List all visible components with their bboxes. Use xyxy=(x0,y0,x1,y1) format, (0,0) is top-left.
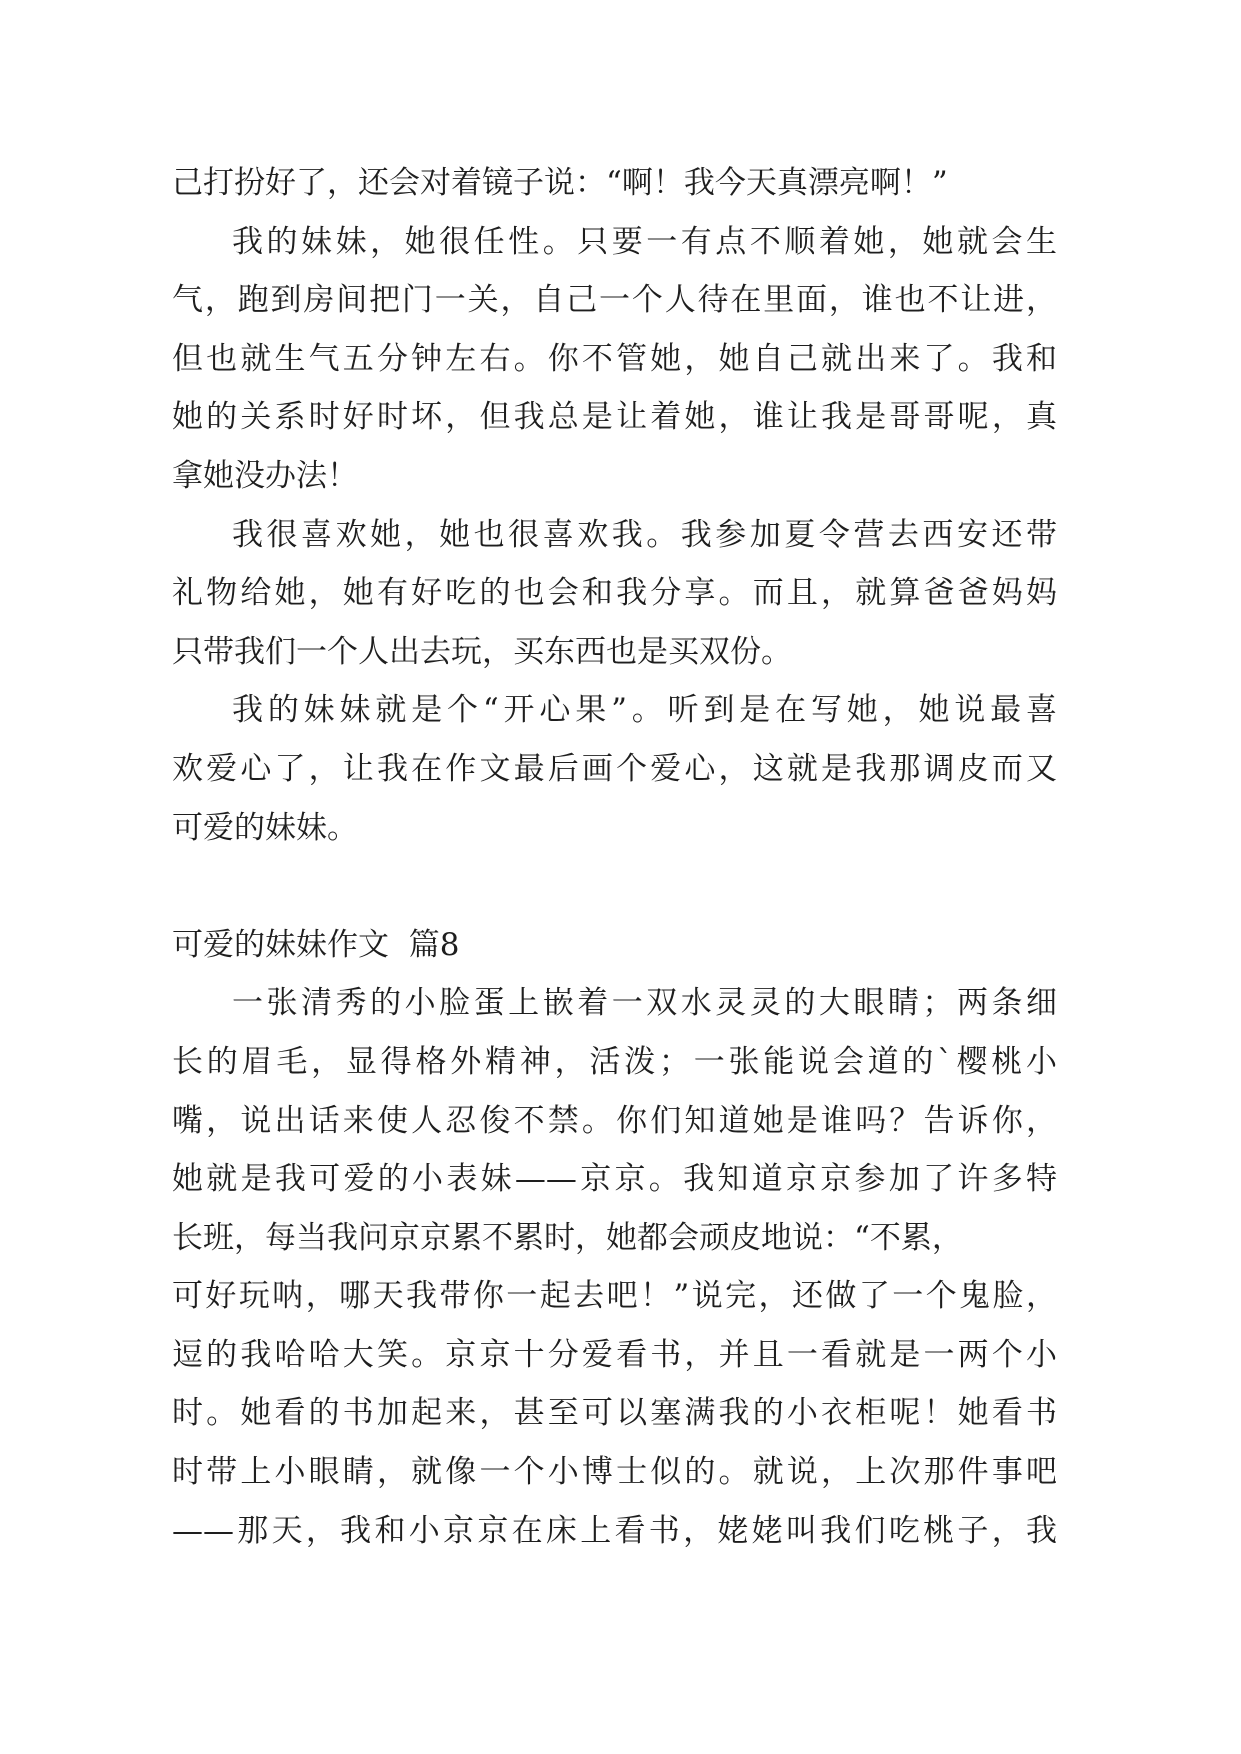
paragraph xyxy=(172,506,1057,682)
text-line: 她就是我可爱的小表妹——京京。我知道京京参加了许多特 xyxy=(172,1161,1057,1198)
text-line: 时带上小眼睛，就像一个小博士似的。就说，上次那件事吧 xyxy=(172,1454,1057,1491)
text-line: 礼物给她，她有好吃的也会和我分享。而且，就算爸爸妈妈 xyxy=(172,575,1057,612)
text-line: 长的眉毛，显得格外精神，活泼；一张能说会道的`樱桃小 xyxy=(172,1043,1057,1080)
text-line: 只带我们一个人出去玩，买东西也是买双份。 xyxy=(172,633,792,670)
paragraph xyxy=(172,154,1057,213)
text-line: 气，跑到房间把门一关，自己一个人待在里面，谁也不让进， xyxy=(172,282,1057,319)
text-line: 逗的我哈哈大笑。京京十分爱看书，并且一看就是一两个小 xyxy=(172,1336,1057,1373)
section-title: 可爱的妹妹作文 篇8 xyxy=(172,926,460,963)
text-line: 我的妹妹，她很任性。只要一有点不顺着她，她就会生 xyxy=(232,223,1057,260)
paragraph xyxy=(172,681,1057,857)
text-line: 己打扮好了，还会对着镜子说：“啊！我今天真漂亮啊！” xyxy=(172,165,948,201)
text-line: ——那天，我和小京京在床上看书，姥姥叫我们吃桃子，我 xyxy=(172,1512,1057,1549)
text-line: 时。她看的书加起来，甚至可以塞满我的小衣柜呢！她看书 xyxy=(172,1395,1057,1432)
text-line: 长班，每当我问京京累不累时，她都会顽皮地说：“不累， xyxy=(172,1219,963,1256)
text-line: 一张清秀的小脸蛋上嵌着一双水灵灵的大眼睛；两条细 xyxy=(232,985,1057,1022)
text-line: 嘴，说出话来使人忍俊不禁。你们知道她是谁吗？告诉你， xyxy=(172,1102,1057,1139)
paragraph xyxy=(172,974,1057,1560)
text-line: 我的妹妹就是个“开心果”。听到是在写她，她说最喜 xyxy=(232,692,1057,729)
text-line: 但也就生气五分钟左右。你不管她，她自己就出来了。我和 xyxy=(172,340,1057,377)
text-line: 可爱的妹妹。 xyxy=(172,809,358,846)
text-line: 欢爱心了，让我在作文最后画个爱心，这就是我那调皮而又 xyxy=(172,750,1057,787)
text-line: 可好玩呐，哪天我带你一起去吧！”说完，还做了一个鬼脸， xyxy=(172,1278,1057,1315)
paragraph xyxy=(172,213,1057,506)
document-page xyxy=(172,154,1057,1560)
text-line: 拿她没办法！ xyxy=(172,457,358,494)
text-line: 她的关系时好时坏，但我总是让着她，谁让我是哥哥呢，真 xyxy=(172,399,1057,436)
text-line: 我很喜欢她，她也很喜欢我。我参加夏令营去西安还带 xyxy=(232,516,1057,553)
